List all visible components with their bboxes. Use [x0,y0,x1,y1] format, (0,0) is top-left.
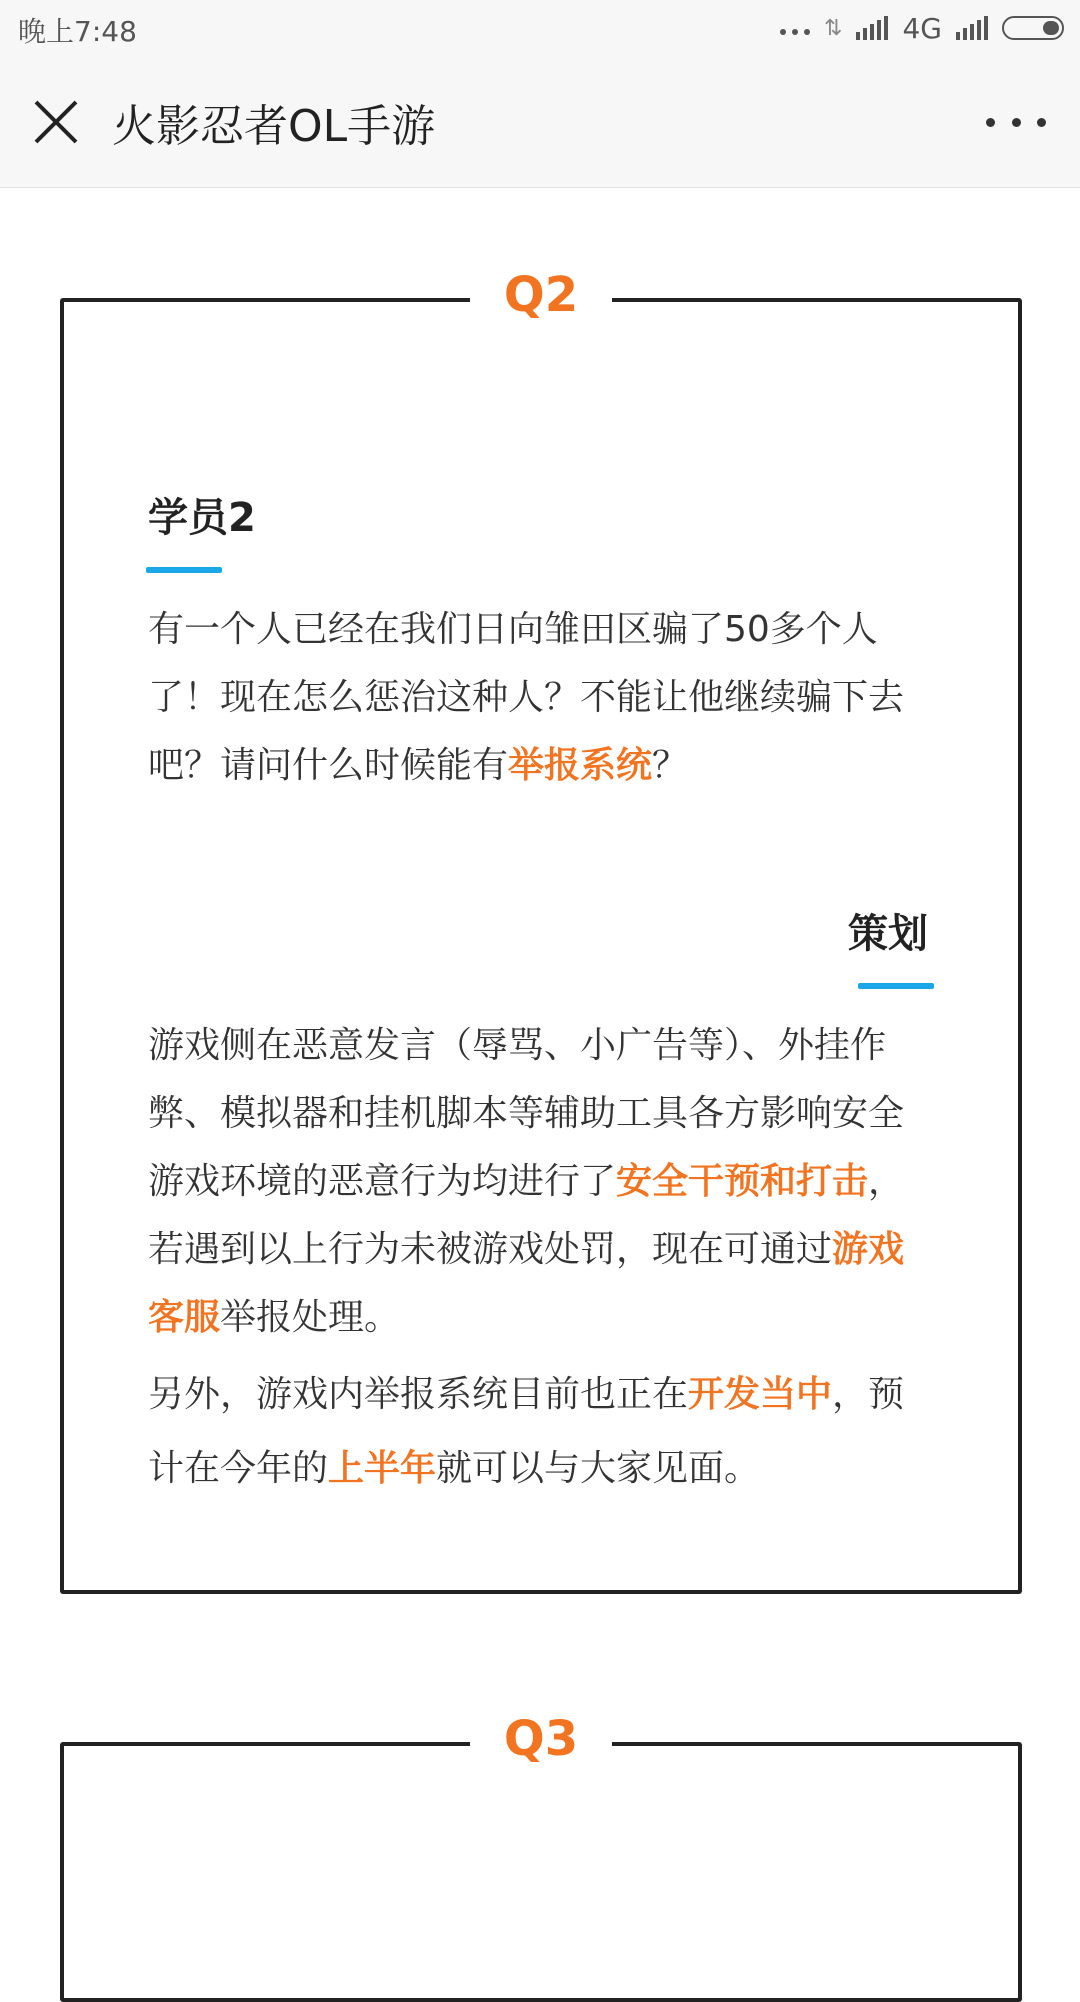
highlighted-phrase: 举报系统 [508,745,653,786]
highlighted-phrase: 上半年 [328,1448,437,1489]
network-type: 4G [902,11,942,45]
text-segment: 举报处理。 [220,1297,401,1338]
text-segment: 另外，游戏内举报系统目前也正在 [148,1374,689,1415]
battery-icon [1002,16,1064,40]
text-segment: ，若遇到以上行为未被游戏处罚，现在可通过 [148,1161,905,1270]
text-segment: ？ [652,745,689,786]
student-label: 学员2 [148,495,256,541]
more-button[interactable] [986,112,1046,132]
more-dot [1012,118,1021,127]
close-icon [30,96,82,148]
status-icons [780,10,1064,46]
text-segment: 有一个人已经在我们日向雏田区骗了50多个人了！现在怎么惩治这种人？不能让他继续骗下去吧？请问什么时候能有 [148,609,905,786]
page-title: 火影忍者OL手游 [112,101,436,152]
signal-icon-2 [956,16,988,40]
question-text [148,596,938,800]
nav-bar [0,56,1080,188]
planner-label-underline [858,983,934,989]
highlighted-phrase: 开发当中 [688,1374,833,1415]
highlighted-phrase: 游戏客服 [148,1229,905,1338]
question-number-badge: Q2 [470,240,612,350]
signal-icon [856,16,888,40]
notification-dots-icon [780,29,810,35]
status-bar [0,0,1080,56]
text-segment: 游戏侧在恶意发言（辱骂、小广告等）、外挂作弊、模拟器和挂机脚本等辅助工具各方影响安全游戏环境的恶意行为均进行了 [148,1025,905,1202]
planner-label: 策划 [848,911,928,957]
answer-text-1 [148,1012,938,1352]
text-segment: ，预计在今年的 [148,1374,905,1489]
more-dot [986,118,995,127]
student-label-underline [146,567,222,573]
answer-text-2 [148,1358,938,1506]
status-time: 晚上7:48 [18,15,137,48]
more-dot [1037,118,1046,127]
question-number-badge: Q3 [470,1684,612,1794]
data-transfer-icon: ⇅ [824,15,843,41]
highlighted-phrase: 安全干预和打击 [616,1161,869,1202]
text-segment: 就可以与大家见面。 [436,1448,761,1489]
close-button[interactable] [30,96,82,148]
